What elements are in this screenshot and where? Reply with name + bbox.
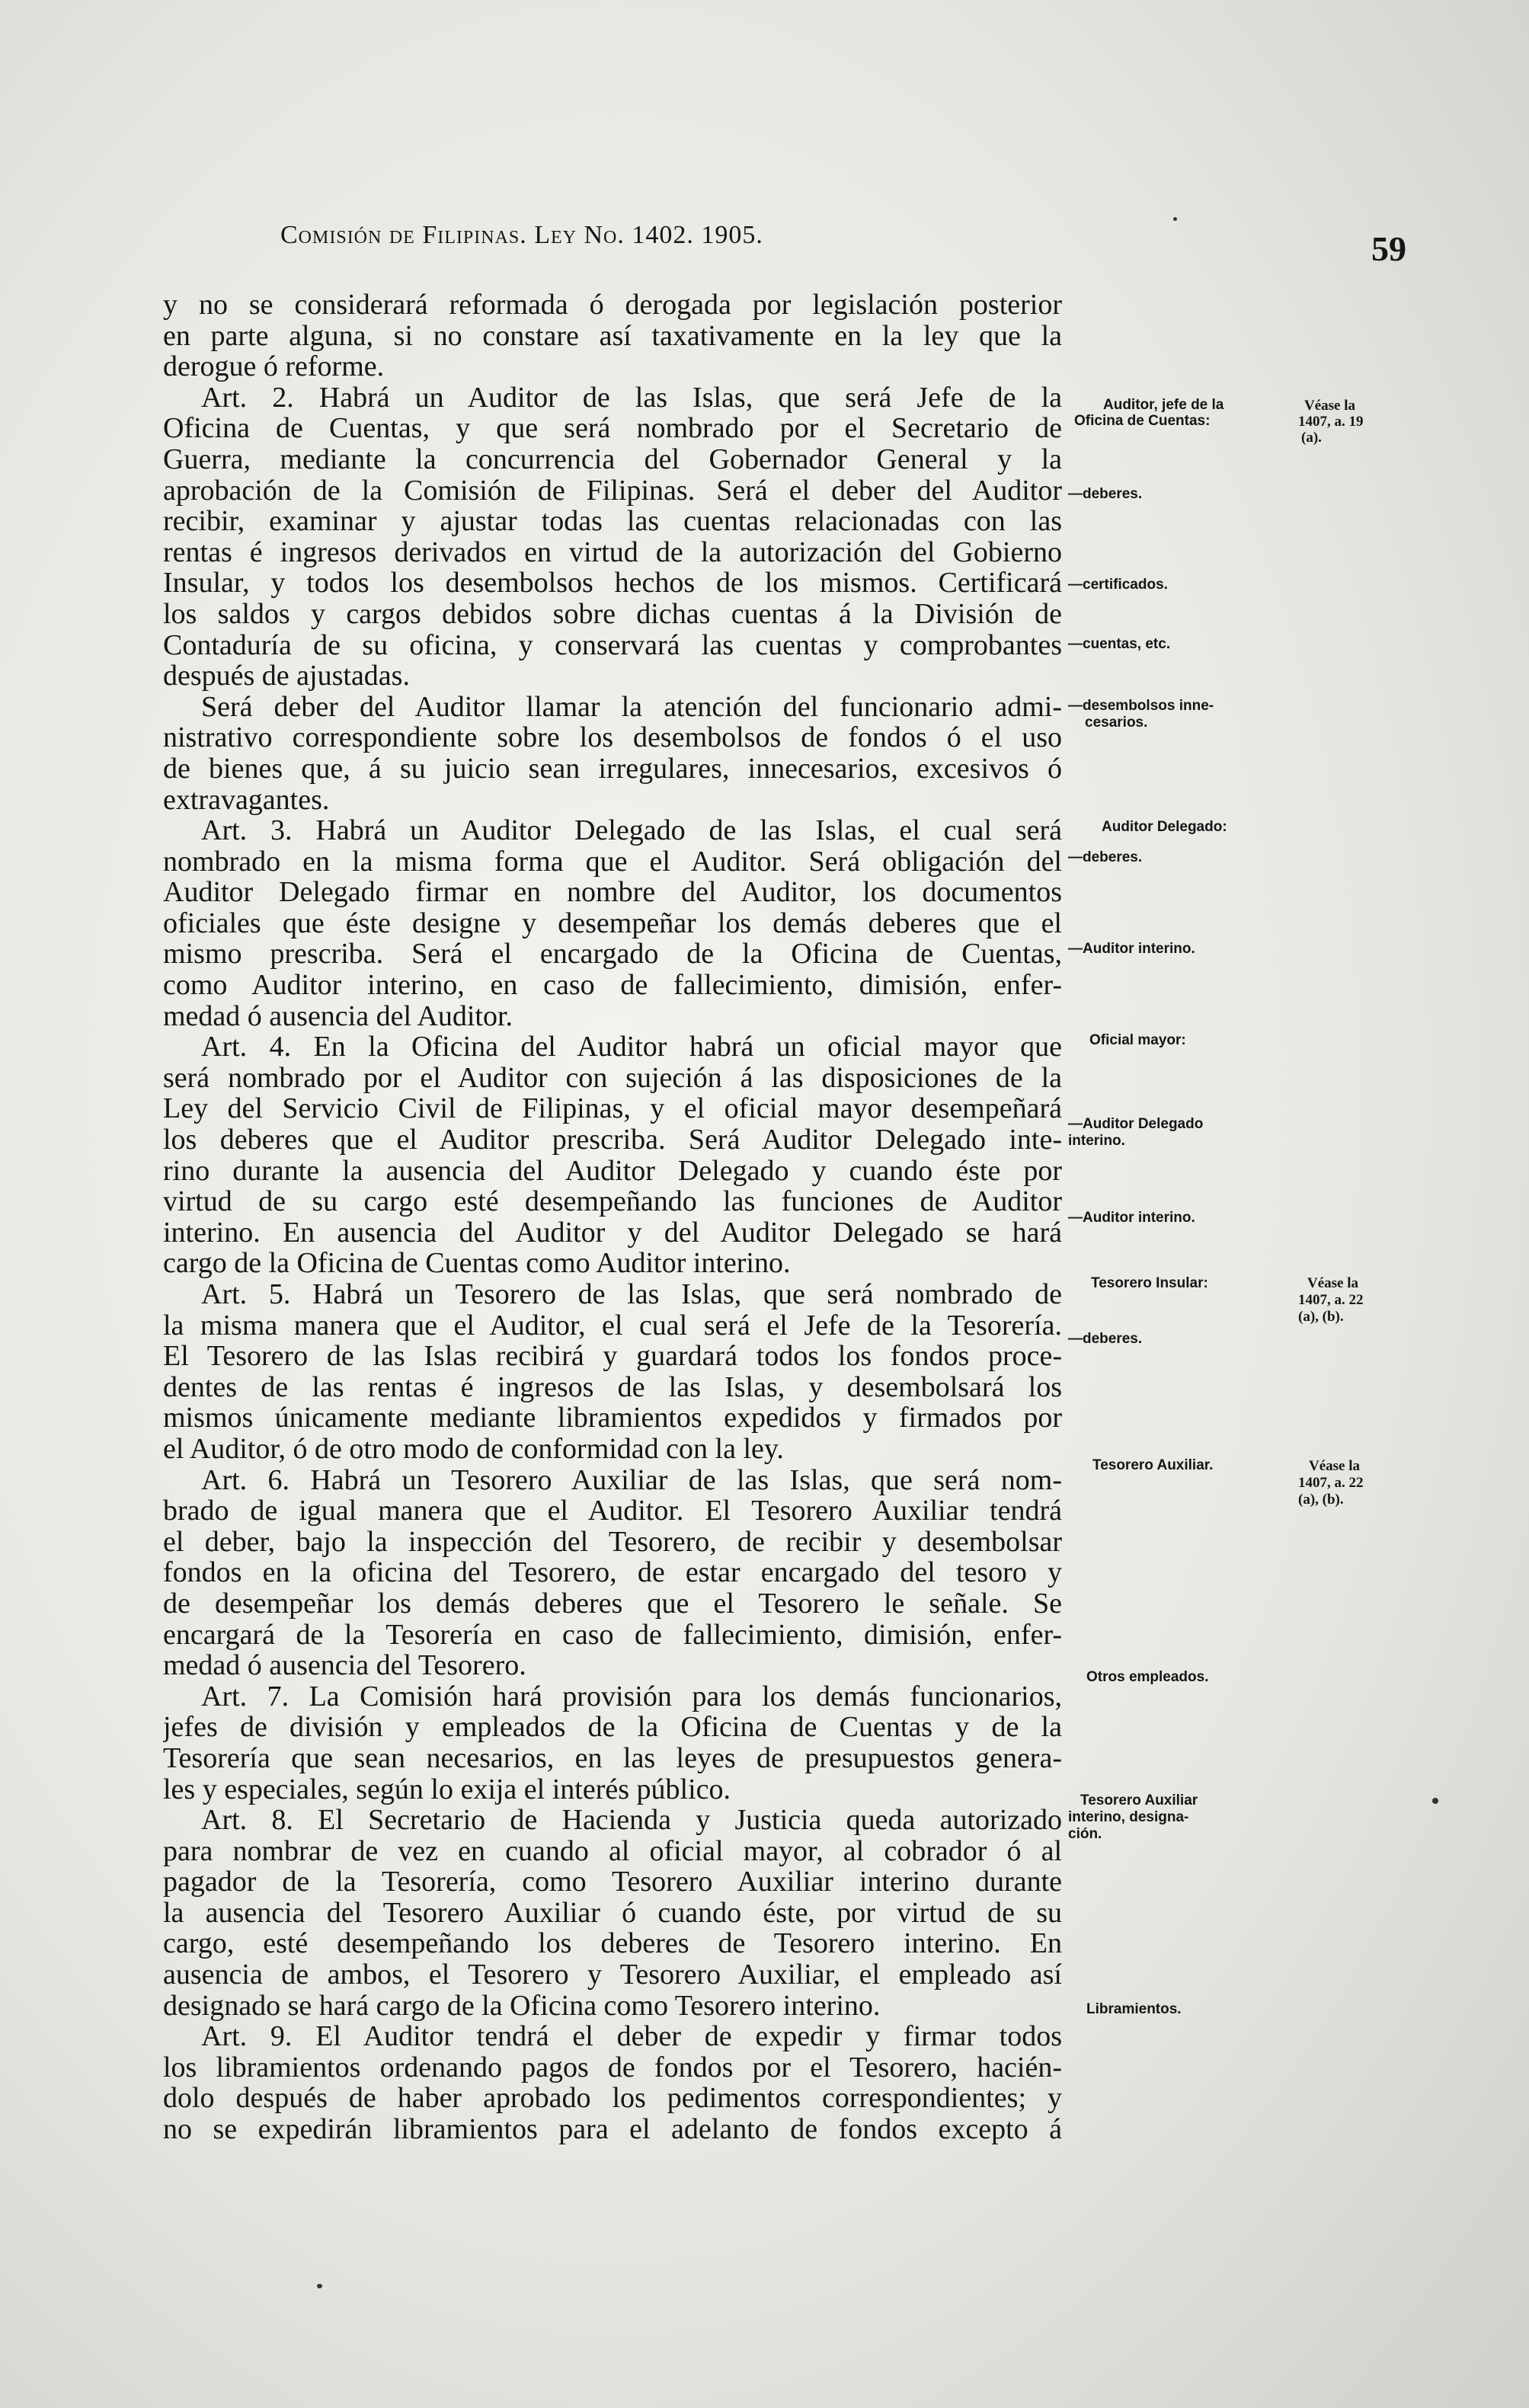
text-line: nombrado en la misma forma que el Auditor. Será obligación del [163,846,1062,878]
text-line: recibir, examinar y ajustar todas las cuentas relacionadas con las [163,506,1062,537]
text-line: Art. 4. En la Oficina del Auditor habrá un oficial mayor que [201,1031,1062,1063]
text-line: rino durante la ausencia del Auditor Delegado y cuando éste por [163,1155,1062,1187]
text-line: el Auditor, ó de otro modo de conformidad con la ley. [163,1433,784,1465]
text-line: oficiales que éste designe y desempeñar los demás deberes que el [163,907,1062,939]
text-line: medad ó ausencia del Auditor. [163,1000,513,1032]
cross-reference: 1407, a. 19 [1298,414,1364,430]
marginal-note: —cuentas, etc. [1068,636,1171,652]
text-line: la misma manera que el Auditor, el cual será el Jefe de la Tesorería. [163,1310,1062,1342]
cross-reference: Véase la [1309,1458,1361,1474]
text-line: Será deber del Auditor llamar la atención del funcionario admi- [201,691,1062,723]
text-line: cargo, esté desempeñando los deberes de Tesorero interino. En [163,1928,1062,1960]
text-line: virtud de su cargo esté desempeñando las funciones de Auditor [163,1186,1062,1217]
marginal-note: Libramientos. [1086,2001,1182,2017]
marginal-note: interino. [1068,1133,1125,1149]
text-line: encargará de la Tesorería en caso de fallecimiento, dimisión, enfer- [163,1619,1062,1651]
text-line: rentas é ingresos derivados en virtud de la autorización del Gobierno [163,536,1062,568]
text-line: como Auditor interino, en caso de fallecimiento, dimisión, enfer- [163,970,1062,1001]
cross-reference: (a). [1301,430,1322,446]
marginal-note: —Auditor interino. [1068,941,1195,957]
marginal-note: Otros empleados. [1086,1669,1209,1685]
text-line: Tesorería que sean necesarios, en las leyes de presupuestos genera- [163,1742,1062,1774]
text-line: pagador de la Tesorería, como Tesorero Auxiliar interino durante [163,1866,1062,1898]
text-line: mismo prescriba. Será el encargado de la Oficina de Cuentas, [163,939,1062,971]
cross-reference: 1407, a. 22 [1298,1292,1364,1308]
marginal-note: —Auditor interino. [1068,1210,1195,1226]
text-line: para nombrar de vez en cuando al oficial mayor, al cobrador ó al [163,1835,1062,1867]
cross-reference: Véase la [1307,1275,1359,1291]
text-line: Art. 2. Habrá un Auditor de las Islas, que será Jefe de la [201,382,1062,414]
text-line: designado se hará cargo de la Oficina como Tesorero interino. [163,1990,881,2022]
text-line: El Tesorero de las Islas recibirá y guardará todos los fondos proce- [163,1341,1062,1372]
text-line: Contaduría de su oficina, y conservará las cuentas y comprobantes [163,629,1062,661]
text-line: Oficina de Cuentas, y que será nombrado por el Secretario de [163,413,1062,444]
marginal-note: Tesorero Insular: [1091,1275,1208,1291]
text-line: Guerra, mediante la concurrencia del Gobernador General y la [163,443,1062,475]
marginal-note: interino, designa- [1068,1809,1189,1825]
cross-reference: (a), (b). [1298,1492,1344,1508]
text-line: Art. 8. El Secretario de Hacienda y Justicia queda autorizado [201,1805,1062,1836]
text-line: dolo después de haber aprobado los pedimentos correspondientes; y [163,2083,1062,2115]
scan-speck [1432,1798,1438,1804]
text-line: Auditor Delegado firmar en nombre del Auditor, los documentos [163,877,1062,908]
text-line: los libramientos ordenando pagos de fondos por el Tesorero, hacién- [163,2051,1062,2083]
marginal-note: Oficina de Cuentas: [1074,413,1211,429]
text-line: fondos en la oficina del Tesorero, de estar encargado del tesoro y [163,1557,1062,1588]
text-line: aprobación de la Comisión de Filipinas. Será el deber del Auditor [163,475,1062,507]
marginal-note: —desembolsos inne- [1068,698,1214,714]
text-line: extravagantes. [163,784,330,816]
body-text [163,289,1062,2145]
marginal-note: —Auditor Delegado [1068,1116,1204,1132]
text-line: Ley del Servicio Civil de Filipinas, y el oficial mayor desempeñará [163,1093,1062,1125]
page-number: 59 [1371,229,1406,268]
text-line: Art. 3. Habrá un Auditor Delegado de las Islas, el cual será [201,815,1062,846]
text-line: en parte alguna, si no constare así taxativamente en la ley que la [163,320,1062,352]
marginal-note: ción. [1068,1826,1102,1842]
marginal-note: cesarios. [1085,715,1148,731]
text-line: después de ajustadas. [163,660,410,692]
scan-speck [1173,217,1177,221]
text-line: no se expedirán libramientos para el adelanto de fondos excepto á [163,2114,1062,2145]
text-line: Art. 9. El Auditor tendrá el deber de expedir y firmar todos [201,2021,1062,2052]
text-line: de desempeñar los demás deberes que el Tesorero le señale. Se [163,1588,1062,1620]
marginal-note: Tesorero Auxiliar [1080,1792,1198,1808]
text-line: interino. En ausencia del Auditor y del Auditor Delegado se hará [163,1217,1062,1249]
text-line: medad ó ausencia del Tesorero. [163,1650,526,1681]
marginal-note: —certificados. [1068,577,1168,593]
text-line: jefes de división y empleados de la Oficina de Cuentas y de la [163,1712,1062,1743]
cross-reference: 1407, a. 22 [1298,1475,1364,1491]
marginal-note: Auditor Delegado: [1102,819,1227,835]
cross-reference: (a), (b). [1298,1309,1344,1325]
text-line: Art. 7. La Comisión hará provisión para los demás funcionarios, [201,1680,1062,1712]
text-line: Art. 6. Habrá un Tesorero Auxiliar de las Islas, que será nom- [201,1464,1062,1496]
marginal-note: Tesorero Auxiliar. [1092,1457,1214,1473]
marginal-note: Oficial mayor: [1089,1032,1186,1048]
text-line: será nombrado por el Auditor con sujeción á las disposiciones de la [163,1062,1062,1094]
text-line: mismos únicamente mediante libramientos expedidos y firmados por [163,1402,1062,1434]
marginal-note: —deberes. [1068,1331,1143,1347]
running-head: Comisión de Filipinas. Ley No. 1402. 1905. [280,221,763,249]
text-line: Insular, y todos los desembolsos hechos de los mismos. Certificará [163,568,1062,599]
cross-reference: Véase la [1304,398,1356,414]
text-line: brado de igual manera que el Auditor. El Tesorero Auxiliar tendrá [163,1495,1062,1527]
text-line: ausencia de ambos, el Tesorero y Tesorero Auxiliar, el empleado así [163,1959,1062,1991]
text-line: de bienes que, á su juicio sean irregulares, innecesarios, excesivos ó [163,753,1062,785]
text-line: cargo de la Oficina de Cuentas como Auditor interino. [163,1248,791,1279]
text-line: nistrativo correspondiente sobre los desembolsos de fondos ó el uso [163,722,1062,753]
text-line: los deberes que el Auditor prescriba. Será Auditor Delegado inte- [163,1124,1062,1156]
text-line: Art. 5. Habrá un Tesorero de las Islas, que será nombrado de [201,1279,1062,1310]
text-line: la ausencia del Tesorero Auxiliar ó cuando éste, por virtud de su [163,1897,1062,1929]
marginal-note: —deberes. [1068,486,1143,502]
scan-speck [317,2284,322,2288]
text-line: el deber, bajo la inspección del Tesorero, de recibir y desembolsar [163,1526,1062,1558]
text-line: y no se considerará reformada ó derogada por legislación posterior [163,289,1062,321]
text-line: dentes de las rentas é ingresos de las Islas, y desembolsará los [163,1371,1062,1403]
text-line: los saldos y cargos debidos sobre dichas cuentas á la División de [163,598,1062,630]
text-line: derogue ó reforme. [163,351,385,382]
text-line: les y especiales, según lo exija el interés público. [163,1773,731,1805]
marginal-note: —deberes. [1068,849,1143,865]
marginal-note: Auditor, jefe de la [1103,397,1224,413]
